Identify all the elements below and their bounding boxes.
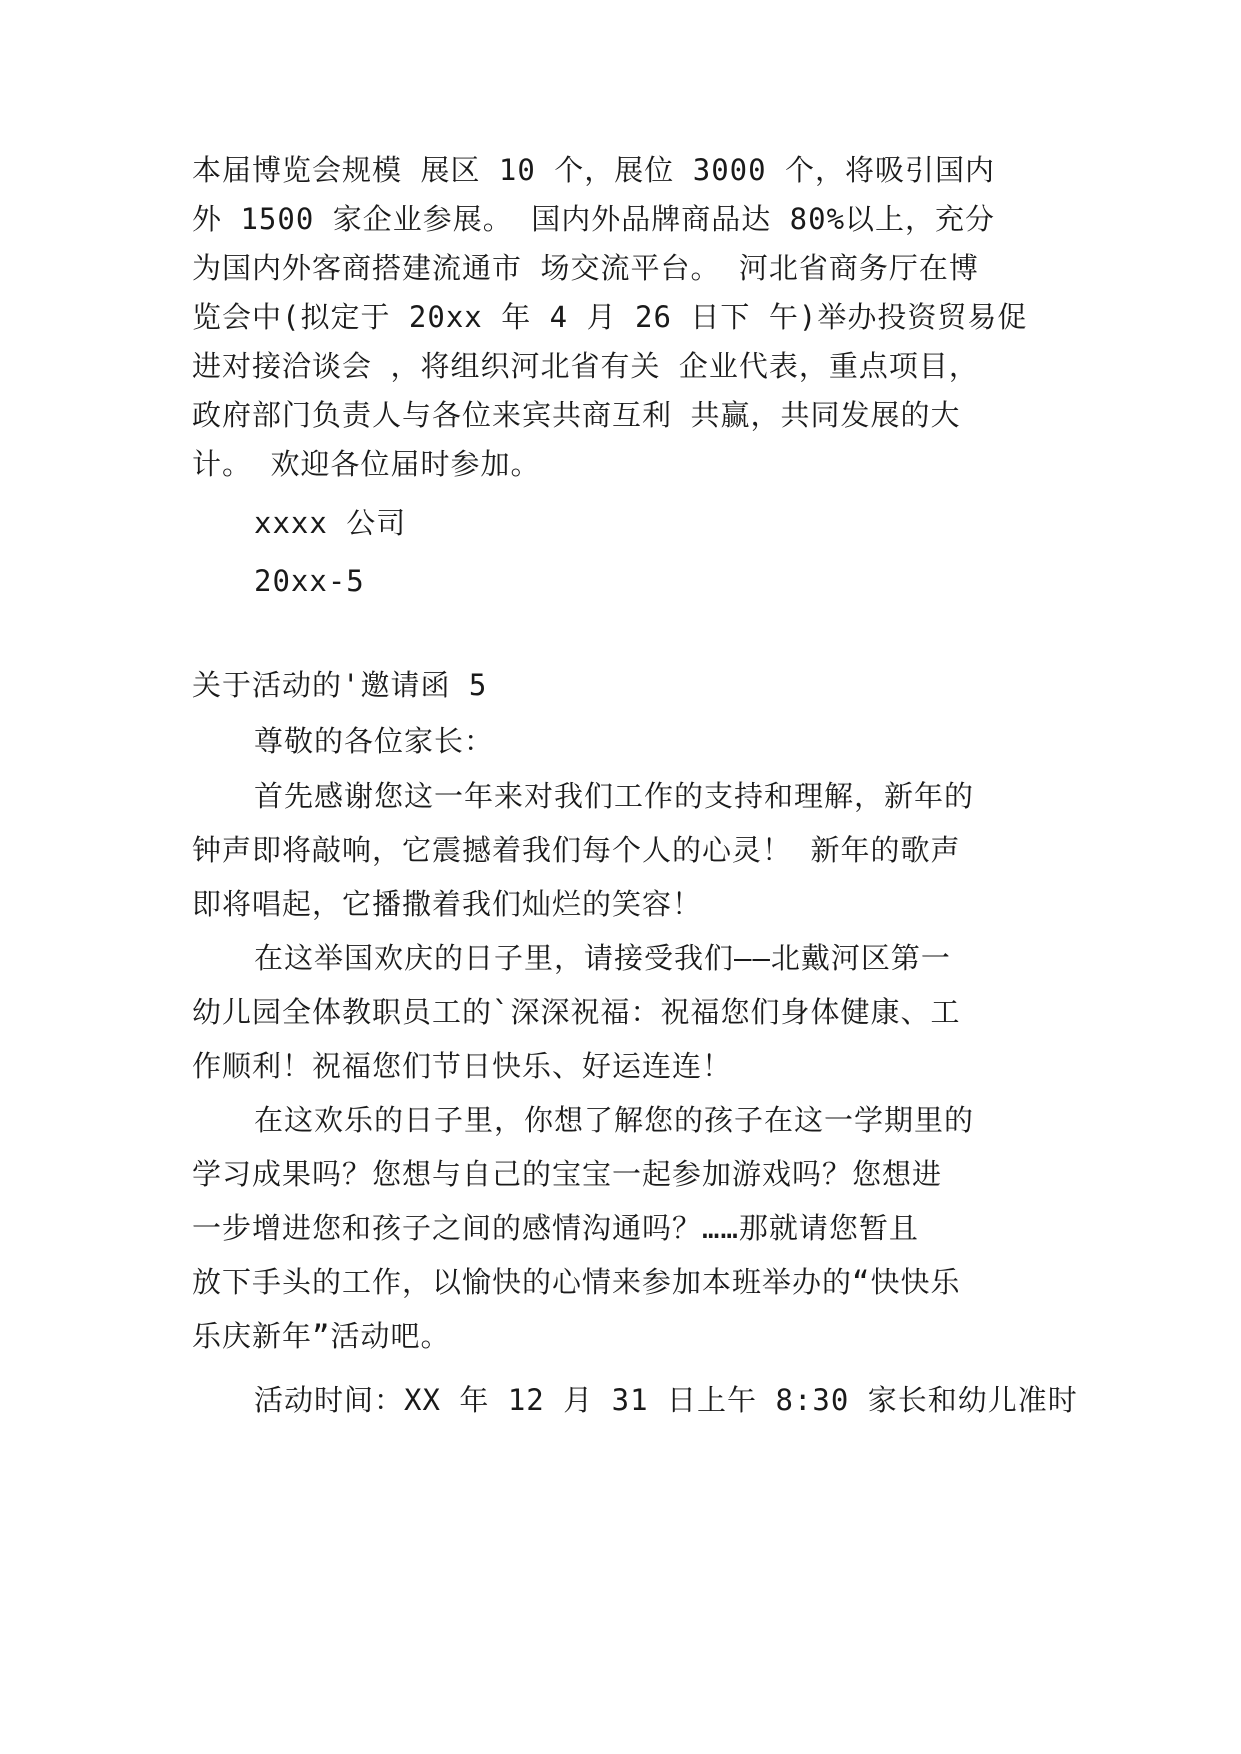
paragraph-line: 即将唱起，它播撒着我们灿烂的笑容！ <box>192 887 703 921</box>
body-line: 计。 欢迎各位届时参加。 <box>192 447 541 481</box>
greeting: 尊敬的各位家长： <box>254 724 495 758</box>
paragraph-line: 一步增进您和孩子之间的感情沟通吗？……那就请您暂且 <box>192 1211 919 1245</box>
paragraph-line: 作顺利！祝福您们节日快乐、好运连连！ <box>192 1049 733 1083</box>
body-line: 外 1500 家企业参展。 国内外品牌商品达 80%以上，充分 <box>192 202 996 236</box>
body-line: 览会中(拟定于 20xx 年 4 月 26 日下 午)举办投资贸易促 <box>192 300 1028 334</box>
paragraph-line: 在这欢乐的日子里，你想了解您的孩子在这一学期里的 <box>254 1103 975 1137</box>
paragraph-line: 活动时间：XX 年 12 月 31 日上午 8:30 家长和幼儿准时 <box>254 1383 1078 1417</box>
paragraph-line: 幼儿园全体教职员工的`深深祝福：祝福您们身体健康、工 <box>192 995 961 1029</box>
paragraph-line: 乐庆新年”活动吧。 <box>192 1319 451 1353</box>
body-line: 本届博览会规模 展区 10 个，展位 3000 个，将吸引国内 <box>192 153 996 187</box>
section-title: 关于活动的'邀请函 5 <box>192 668 488 702</box>
signature-date: 20xx-5 <box>254 564 365 598</box>
paragraph-line: 放下手头的工作，以愉快的心情来参加本班举办的“快快乐 <box>192 1265 961 1299</box>
paragraph-line: 钟声即将敲响，它震撼着我们每个人的心灵！ 新年的歌声 <box>192 833 961 867</box>
paragraph-line: 学习成果吗？您想与自己的宝宝一起参加游戏吗？您想进 <box>192 1157 943 1191</box>
body-line: 为国内外客商搭建流通市 场交流平台。 河北省商务厅在博 <box>192 251 979 285</box>
paragraph-line: 首先感谢您这一年来对我们工作的支持和理解，新年的 <box>254 779 975 813</box>
body-line: 政府部门负责人与各位来宾共商互利 共赢，共同发展的大 <box>192 398 961 432</box>
signature-company: xxxx 公司 <box>254 506 407 540</box>
paragraph-line: 在这举国欢庆的日子里，请接受我们——北戴河区第一 <box>254 941 951 975</box>
body-line: 进对接洽谈会 ，将组织河北省有关 企业代表，重点项目， <box>192 349 979 383</box>
